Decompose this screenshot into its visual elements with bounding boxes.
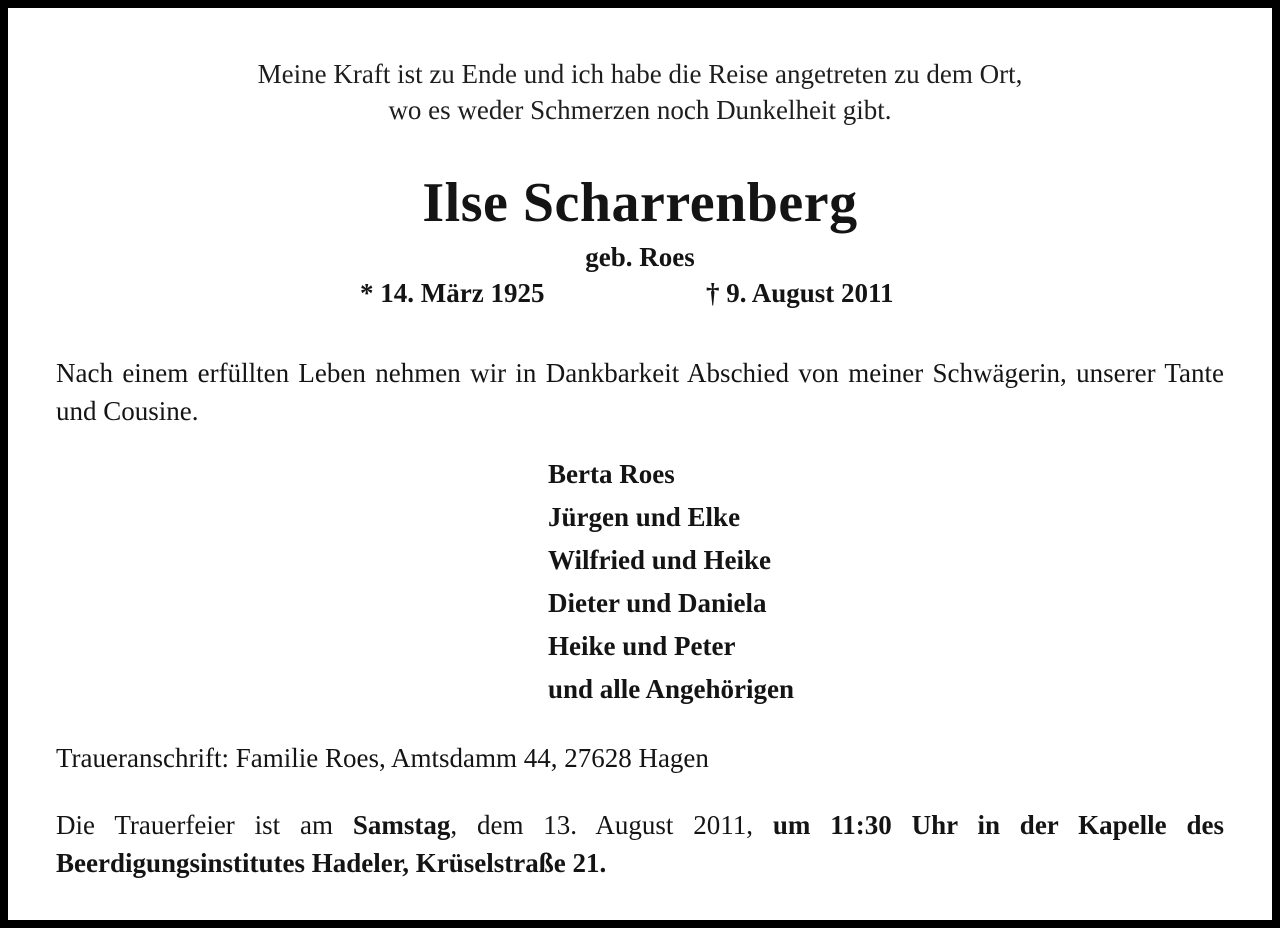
mourners-list (548, 453, 794, 711)
mourner-name: Wilfried und Heike (548, 545, 772, 575)
mourner-name: Heike und Peter (548, 631, 736, 661)
mourner-name: und alle Angehörigen (548, 674, 795, 704)
birth-date: * 14. März 1925 (360, 278, 545, 308)
mourner-name: Berta Roes (548, 459, 675, 489)
quote-line-2: wo es weder Schmerzen noch Dunkelheit gibt. (388, 95, 892, 125)
mourner-name: Dieter und Daniela (548, 588, 767, 618)
mourner-name: Jürgen und Elke (548, 502, 741, 532)
service-text-intro: Die Trauerfeier ist am (56, 810, 353, 840)
birth-name: geb. Roes (585, 242, 695, 272)
service-details: um 11:30 Uhr in der Kapelle des Beerdigungsinstitutes Hadeler, Krüselstraße 21. (56, 810, 1225, 878)
memorial-quote (8, 56, 1272, 128)
farewell-text: Nach einem erfüllten Leben nehmen wir in Dankbarkeit Abschied von meiner Schwägerin, unserer Tante und Cousine. (56, 358, 1224, 426)
funeral-service-info (56, 806, 1224, 882)
service-date: , dem 13. August 2011, (450, 810, 773, 840)
service-day: Samstag (352, 810, 451, 840)
quote-line-1: Meine Kraft ist zu Ende und ich habe die Reise angetreten zu dem Ort, (257, 59, 1023, 89)
deceased-name: Ilse Scharrenberg (422, 172, 858, 234)
mourning-address: Traueranschrift: Familie Roes, Amtsdamm 44, 27628 Hagen (56, 743, 709, 773)
death-date: † 9. August 2011 (706, 278, 894, 308)
